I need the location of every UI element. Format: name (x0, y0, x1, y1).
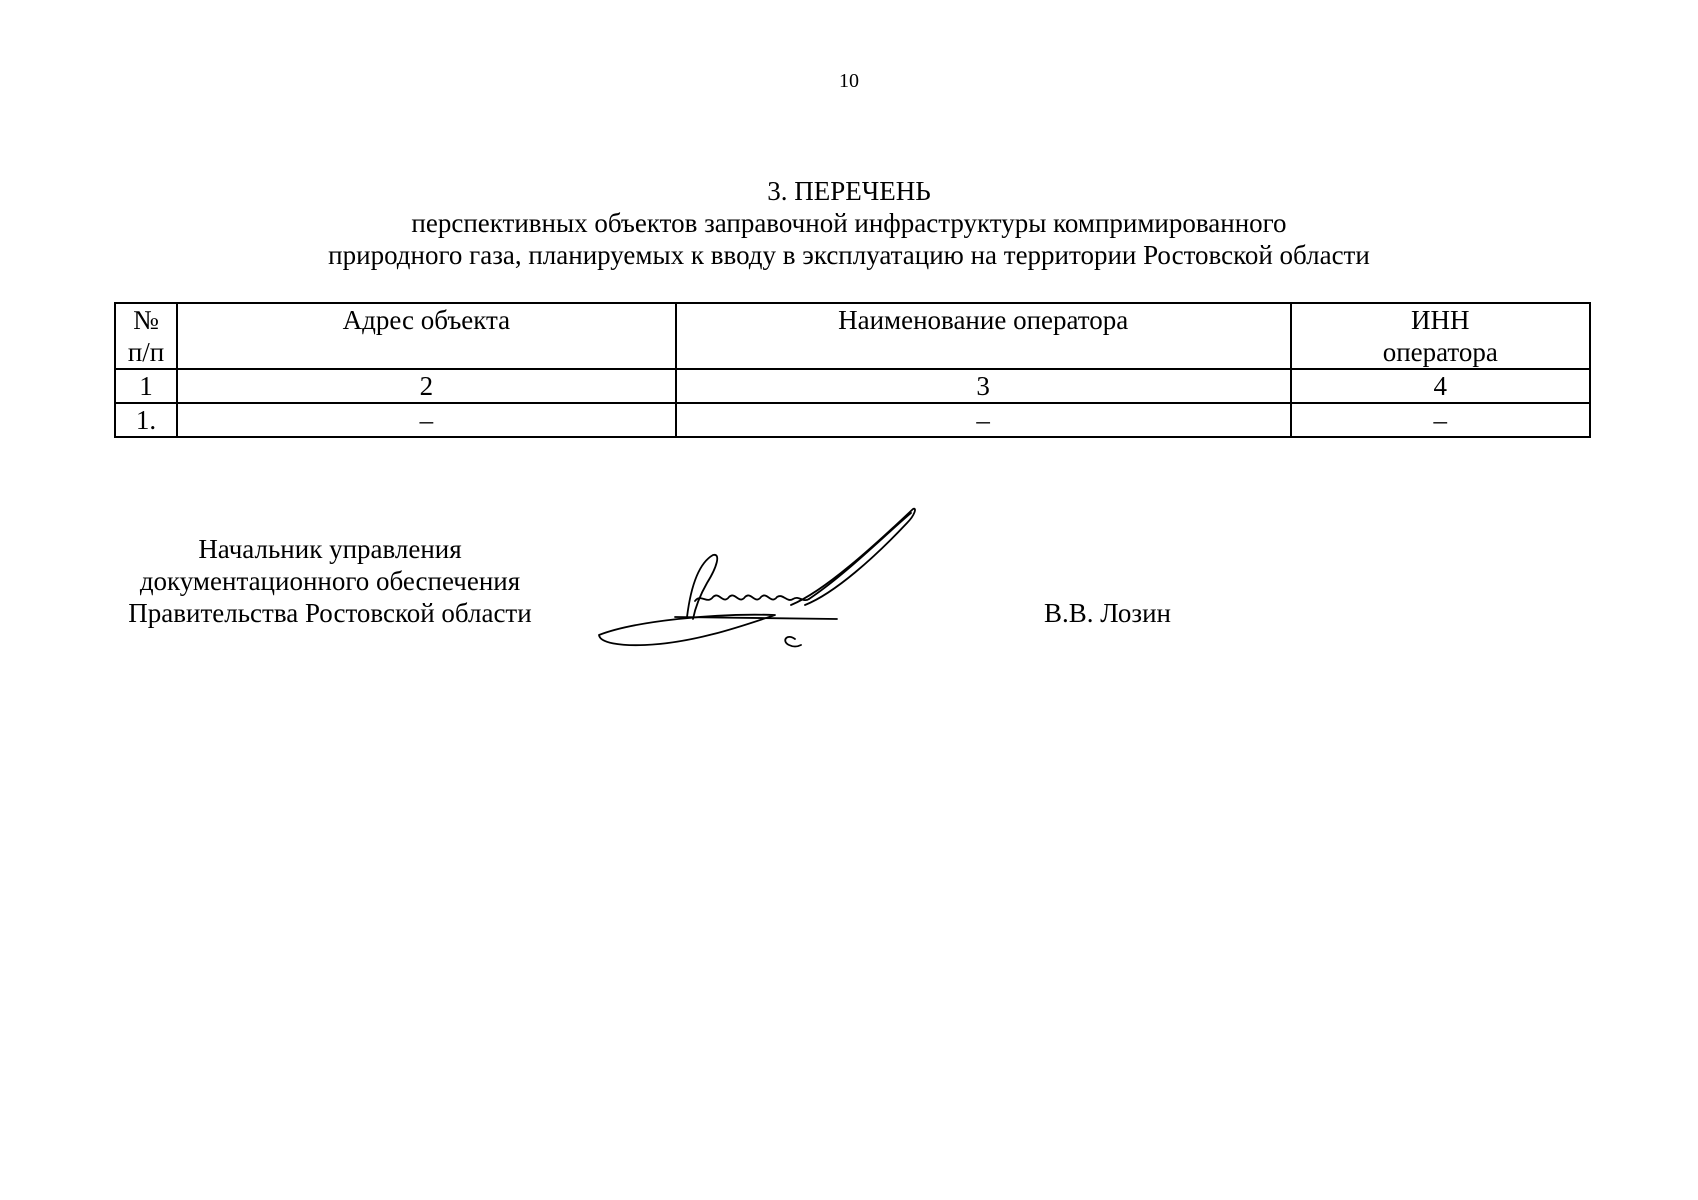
page-number: 10 (839, 70, 859, 92)
column-number: 2 (177, 369, 676, 403)
column-number: 1 (115, 369, 177, 403)
header-number-line-1: № (133, 305, 159, 335)
row-address: – (177, 403, 676, 437)
header-inn (1291, 303, 1590, 369)
header-number-line-2: п/п (127, 337, 165, 367)
column-number: 4 (1291, 369, 1590, 403)
row-number: 1. (115, 403, 177, 437)
document-title (0, 175, 1698, 271)
header-inn-line-2: оператора (1382, 337, 1498, 367)
title-line-1: перспективных объектов заправочной инфраструктуры компримированного (411, 208, 1287, 238)
column-numbers-row (115, 369, 1590, 403)
title-heading: 3. ПЕРЕЧЕНЬ (767, 176, 931, 206)
header-address: Адрес объекта (177, 303, 676, 369)
facilities-table (114, 302, 1591, 438)
header-inn-line-1: ИНН (1411, 305, 1470, 335)
table-header-row (115, 303, 1590, 369)
handwritten-signature (595, 505, 925, 655)
row-inn: – (1291, 403, 1590, 437)
signatory-position-line-2: документационного обеспечения (139, 566, 521, 596)
signatory-position (100, 533, 560, 629)
table-row (115, 403, 1590, 437)
title-line-2: природного газа, планируемых к вводу в эксплуатацию на территории Ростовской области (328, 240, 1370, 270)
row-operator-name: – (676, 403, 1291, 437)
header-operator-name: Наименование оператора (676, 303, 1291, 369)
column-number: 3 (676, 369, 1291, 403)
signatory-position-line-1: Начальник управления (198, 534, 462, 564)
signatory-name: В.В. Лозин (1044, 598, 1171, 628)
header-number (115, 303, 177, 369)
signatory-position-line-3: Правительства Ростовской области (128, 598, 532, 628)
